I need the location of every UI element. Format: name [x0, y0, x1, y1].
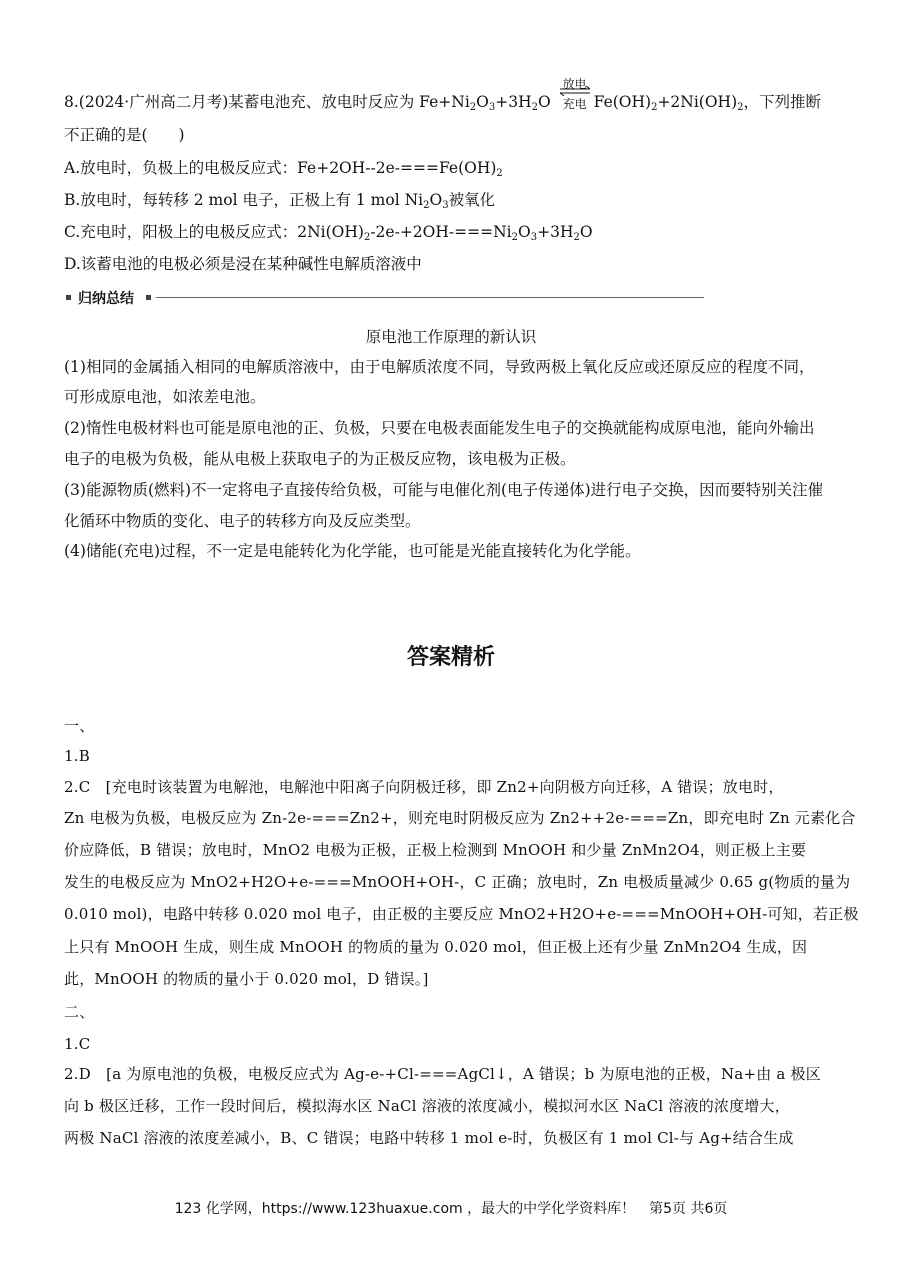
question-stem-line1	[64, 77, 822, 118]
option-c-text: O	[579, 223, 593, 241]
sub: 2	[573, 232, 580, 243]
answer-1-2-line: 价应降低，B 错误；放电时，MnO2 电极为正极，正极上检测到 MnOOH 和少量 ZnMn2O4，则正极上主要	[64, 841, 807, 859]
sub: 2	[511, 232, 518, 243]
summary-line: 可形成原电池，如浓差电池。	[64, 388, 266, 406]
sub: 2	[423, 200, 430, 211]
summary-line: (1)相同的金属插入相同的电解质溶液中，由于电解质浓度不同，导致两极上氧化反应或还原反应的程度不同，	[64, 358, 815, 376]
stem-text: 8.(2024·广州高二月考)某蓄电池充、放电时反应为 Fe+Ni	[64, 93, 470, 111]
summary-label: 归纳总结	[78, 291, 134, 307]
question-stem-line2: 不正确的是( )	[64, 126, 185, 144]
answer-1-2-line: 此，MnOOH 的物质的量小于 0.020 mol，D 错误。]	[64, 970, 429, 988]
sub: 2	[531, 102, 538, 113]
summary-header	[64, 290, 704, 306]
option-a	[64, 158, 503, 184]
option-b-text: O	[429, 191, 443, 209]
answers-title: 答案精析	[406, 645, 495, 670]
option-c-text: -2e-+2OH-===Ni	[370, 223, 512, 241]
summary-line: 化循环中物质的变化、电子的转移方向及反应类型。	[64, 512, 421, 530]
option-b	[64, 190, 495, 216]
summary-title: 原电池工作原理的新认识	[365, 328, 537, 346]
option-b-text: B.放电时，每转移 2 mol 电子，正极上有 1 mol Ni	[64, 191, 424, 209]
option-c-text: C.充电时，阳极上的电极反应式：2Ni(OH)	[64, 223, 364, 241]
sub: 2	[469, 102, 477, 113]
stem-text: O	[538, 93, 551, 111]
answer-2-2-line: 两极 NaCl 溶液的浓度差减小，B、C 错误；电路中转移 1 mol e-时，负极区有 1 mol Cl-与 Ag+结合生成	[64, 1129, 794, 1147]
square-bullet-icon	[146, 295, 151, 300]
sub: 2	[737, 102, 744, 113]
option-b-text: 被氧化	[448, 191, 496, 209]
answer-2-2-line: 向 b 极区迁移，工作一段时间后，模拟海水区 NaCl 溶液的浓度减小，模拟河水区 NaCl 溶液的浓度增大，	[64, 1097, 790, 1115]
answer-1-2-line: 0.010 mol)，电路中转移 0.020 mol 电子，由正极的主要反应 MnO2+H2O+e-===MnOOH+OH-可知，若正极	[64, 905, 859, 923]
stem-text: +2Ni(OH)	[657, 93, 738, 111]
answer-1-2-line: Zn 电极为负极，电极反应为 Zn-2e-===Zn2+，则充电时阴极反应为 Zn2++2e-===Zn，即充电时 Zn 元素化合	[64, 809, 856, 827]
sub: 3	[488, 102, 496, 113]
option-a-text: A.放电时，负极上的电极反应式：Fe+2OH--2e-===Fe(OH)	[64, 159, 497, 177]
answer-2-2-line: 2.D [a 为原电池的负极，电极反应式为 Ag-e-+Cl-===AgCl↓，A 错误；b 为原电池的正极，Na+由 a 极区	[64, 1065, 821, 1083]
summary-line: (3)能源物质(燃料)不一定将电子直接传给负极，可能与电催化剂(电子传递体)进行电子交换，因而要特别关注催	[64, 481, 824, 499]
stem-text: ，下列推断	[743, 93, 822, 111]
answer-1-2-line: 上只有 MnOOH 生成，则生成 MnOOH 的物质的量为 0.020 mol，但正极上还有少量 ZnMn2O4 生成，因	[64, 938, 808, 956]
option-d: D.该蓄电池的电极必须是浸在某种碱性电解质溶液中	[64, 255, 422, 273]
sub: 2	[363, 232, 371, 243]
square-bullet-icon	[66, 295, 71, 300]
page-footer: 123 化学网，https://www.123huaxue.com ，最大的中学化学资料库！ 第5页 共6页	[174, 1201, 728, 1217]
sub: 3	[442, 200, 449, 211]
arrow-label-discharge: 放电	[562, 77, 587, 91]
reversible-arrow	[556, 77, 594, 118]
option-c-text: +3H	[537, 223, 574, 241]
option-c	[64, 222, 593, 248]
divider	[156, 297, 704, 298]
option-c-text: O	[518, 223, 531, 241]
stem-text: +3H	[495, 93, 532, 111]
summary-line: (4)储能(充电)过程，不一定是电能转化为化学能，也可能是光能直接转化为化学能。	[64, 542, 641, 560]
answer-1-2-line: 2.C [充电时该装置为电解池，电解池中阳离子向阴极迁移，即 Zn2+向阴极方向迁移，A 错误；放电时，	[64, 778, 784, 796]
summary-line: 电子的电极为负极，能从电极上获取电子的为正极反应物，该电极为正极。	[64, 450, 576, 468]
summary-line: (2)惰性电极材料也可能是原电池的正、负极，只要在电极表面能发生电子的交换就能构成原电池，能向外输出	[64, 419, 815, 437]
arrow-label-charge: 充电	[562, 97, 587, 111]
stem-text: Fe(OH)	[593, 93, 652, 111]
section-one: 一、	[64, 717, 95, 735]
answer-1-1: 1.B	[64, 747, 90, 765]
answer-2-1: 1.C	[64, 1035, 91, 1053]
sub: 2	[496, 168, 503, 179]
answer-1-2-line: 发生的电极反应为 MnO2+H2O+e-===MnOOH+OH-，C 正确；放电时，Zn 电极质量减少 0.65 g(物质的量为	[64, 873, 851, 891]
section-two: 二、	[64, 1003, 95, 1021]
stem-text: O	[476, 93, 489, 111]
sub: 2	[651, 102, 658, 113]
sub: 3	[530, 232, 538, 243]
